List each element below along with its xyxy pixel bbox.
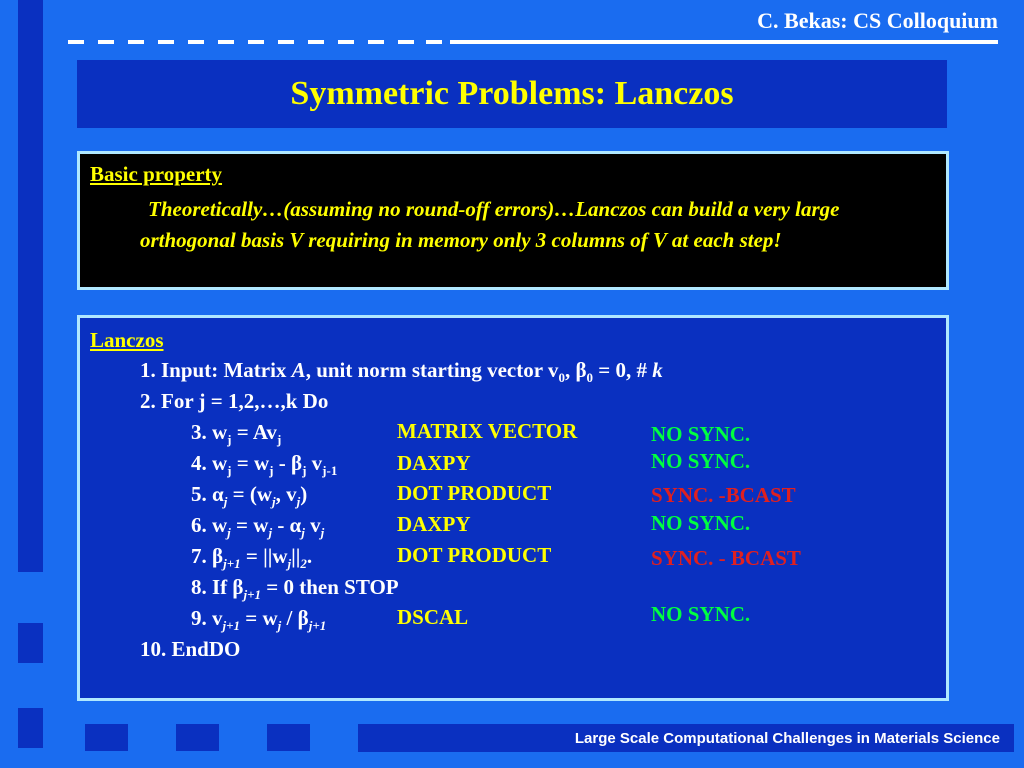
step-1: 1. Input: Matrix A, unit norm starting vector $v_0$, $\beta_0 = 0$, # k [140, 358, 663, 386]
footer-square [267, 724, 310, 751]
op-label: DAXPY [397, 512, 471, 536]
sync-label: NO SYNC. [651, 422, 751, 446]
op-label: DSCAL [397, 605, 469, 629]
op-label: DOT PRODUCT [397, 481, 552, 505]
footer-square [85, 724, 128, 751]
header-dash [218, 40, 234, 44]
step-5: 5. $\alpha_j = (w_j$, $v_j$) [191, 482, 308, 510]
header-dash [338, 40, 354, 44]
title-box [77, 60, 947, 128]
header-dash [278, 40, 294, 44]
footer-text: Large Scale Computational Challenges in Materials Science [574, 729, 1000, 747]
footer-square [176, 724, 219, 751]
step-4: 4. $w_j = w_j - \beta_j$ $v_{j-1}$ [191, 451, 338, 479]
header-dash [426, 40, 442, 44]
op-label: DAXPY [397, 451, 471, 475]
lanczos-heading: Lanczos [90, 328, 164, 352]
sync-label: NO SYNC. [651, 511, 751, 535]
header-dash [158, 40, 174, 44]
step-9: 9. $v_{j+1} = w_j / \beta_{j+1}$ [191, 606, 327, 634]
step-10: 10. EndDO [140, 637, 241, 661]
property-box [77, 151, 949, 290]
sync-label: SYNC. - BCAST [651, 546, 801, 570]
step-2: 2. For j = 1,2,…,k Do [140, 389, 329, 413]
step-8: 8. If $\beta_{j+1} = 0$ then STOP [191, 575, 399, 603]
header-text: C. Bekas: CS Colloquium [757, 8, 998, 33]
property-body: Theoretically…(assuming no round-off errors)…Lanczos can build a very large orthogonal basis V requiring in memory only 3 columns of V at each step! [140, 197, 840, 252]
page-title: Symmetric Problems: Lanczos [290, 75, 734, 112]
step-3: 3. $w_j = Av_j$ [191, 420, 282, 448]
sync-label: SYNC. -BCAST [651, 483, 796, 507]
header-dash [398, 40, 414, 44]
header-dash [368, 40, 384, 44]
header-dash [248, 40, 264, 44]
header-rule [450, 40, 998, 44]
op-label: MATRIX VECTOR [397, 419, 578, 443]
step-6: 6. $w_j = w_j - \alpha_j$ $v_j$ [191, 513, 325, 541]
left-stripe [18, 0, 43, 572]
step-7: 7. $\beta_{j+1} = ||w_j||_2$. [191, 544, 313, 572]
sync-label: NO SYNC. [651, 449, 751, 473]
lanczos-box [77, 315, 949, 701]
op-label: DOT PRODUCT [397, 543, 552, 567]
footer-bar [358, 724, 1014, 752]
left-stripe-block-1 [18, 623, 43, 663]
header-dash [188, 40, 204, 44]
sync-label: NO SYNC. [651, 602, 751, 626]
left-stripe-block-2 [18, 708, 43, 748]
header-dash [128, 40, 144, 44]
header-dash [308, 40, 324, 44]
property-heading: Basic property [90, 162, 223, 186]
header-dash [98, 40, 114, 44]
header-dash [68, 40, 84, 44]
